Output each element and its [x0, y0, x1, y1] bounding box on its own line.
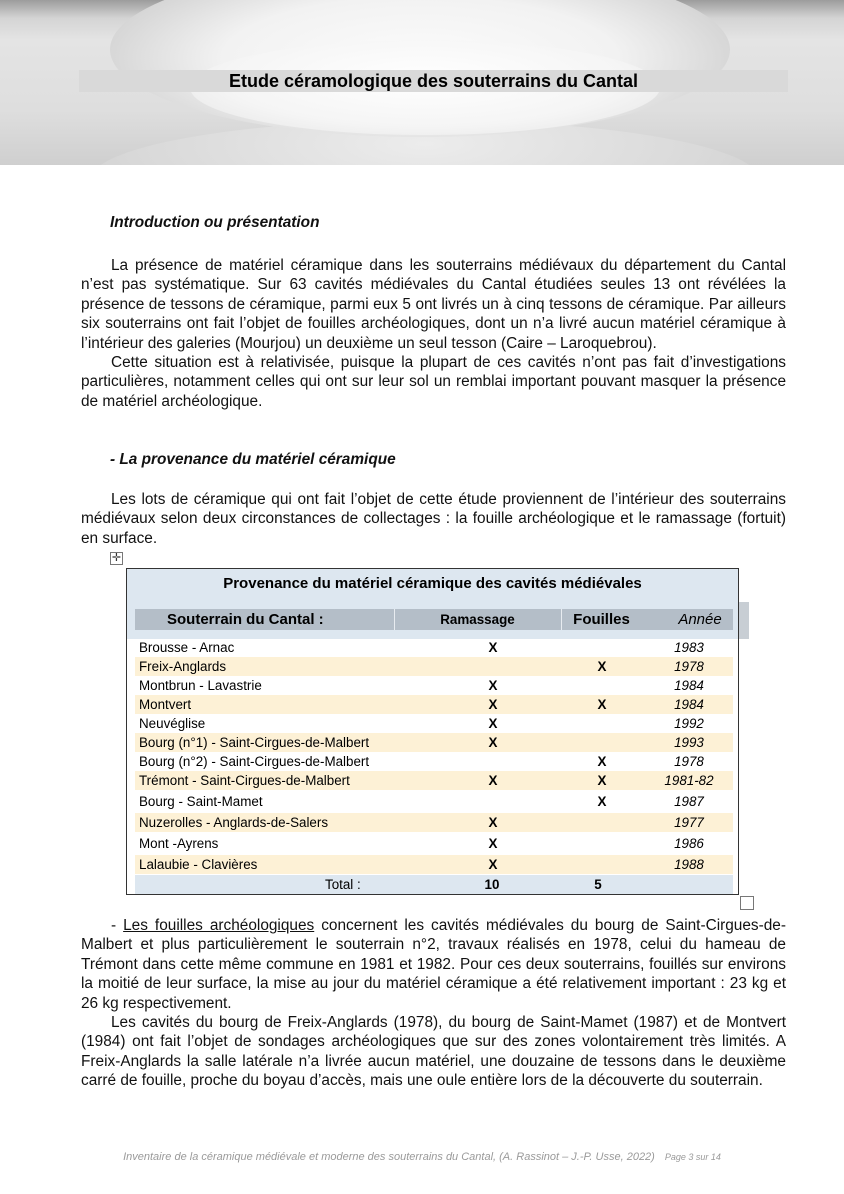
cell-annee: 1992 — [674, 716, 704, 731]
cell-fouilles: X — [597, 794, 607, 809]
cell-name: Bourg (n°1) - Saint-Cirgues-de-Malbert — [139, 735, 370, 750]
cell-name: Montvert — [139, 697, 192, 712]
table-row — [135, 657, 733, 676]
cell-annee: 1977 — [674, 815, 704, 830]
cell-ramassage: X — [488, 697, 498, 712]
cell-ramassage: X — [488, 735, 498, 750]
cell-name: Neuvéglise — [139, 716, 206, 731]
table-column-header — [135, 609, 733, 630]
cell-name: Freix-Anglards — [139, 659, 227, 674]
header-ramassage: Ramassage — [440, 612, 515, 627]
fouilles-paragraph-1-rest: concernent les cavités médiévales du bourg de Saint-Cirgues-de-Malbert et plus particulièrement le souterrain n°2, travaux réalisés en 1978, celui du hameau de Trémont dans cette même commune en 1981 et 1982. Pour ces deux souterrains, fouillés sur environs la moitié de leur surface, la mise au jour du matériel céramique a été relativement important : 23 kg et 26 kg respectivement. — [81, 917, 786, 1012]
page-footer — [0, 1150, 844, 1164]
cell-name: Lalaubie - Clavières — [139, 857, 258, 872]
table-row — [135, 771, 733, 790]
cell-name: Montbrun - Lavastrie — [139, 678, 262, 693]
cell-fouilles: X — [597, 697, 607, 712]
table-row — [135, 834, 733, 853]
cell-name: Bourg (n°2) - Saint-Cirgues-de-Malbert — [139, 754, 370, 769]
header-fouilles: Fouilles — [573, 611, 630, 628]
table-row — [135, 714, 733, 733]
provenance-heading: - La provenance du matériel céramique — [110, 451, 396, 468]
table-row — [135, 676, 733, 695]
cell-annee: 1978 — [674, 754, 704, 769]
fouilles-underlined-term: Les fouilles archéologiques — [123, 917, 315, 934]
cell-name: Brousse - Arnac — [139, 640, 235, 655]
cell-ramassage: X — [488, 640, 498, 655]
cell-fouilles: X — [597, 659, 607, 674]
fouilles-lead: - — [111, 917, 124, 934]
cell-fouilles: X — [597, 754, 607, 769]
table-row — [135, 733, 733, 752]
table-title: Provenance du matériel céramique des cavités médiévales — [223, 575, 642, 592]
table-row — [135, 752, 733, 771]
cell-annee: 1981-82 — [664, 773, 714, 788]
cell-annee: 1983 — [674, 640, 704, 655]
table-row — [135, 695, 733, 714]
table-total-row — [135, 875, 733, 894]
cell-annee: 1986 — [674, 836, 704, 851]
cell-name: Trémont - Saint-Cirgues-de-Malbert — [139, 773, 350, 788]
cell-fouilles: X — [597, 773, 607, 788]
fouilles-paragraph-2: Les cavités du bourg de Freix-Anglards (1978), du bourg de Saint-Mamet (1987) et de Montvert (1984) ont fait l’objet de sondages archéologiques que sur des zones volontairement très limités. A Freix-Anglards la salle latérale n’a livrée aucun matériel, une douzaine de tessons dans le deuxième carré de fouille, proche du boyau d’accès, mais une oule entière lors de la découverte du souterrain. — [81, 1014, 786, 1090]
total-label: Total : — [325, 877, 361, 892]
table-resize-handle-icon[interactable] — [740, 896, 754, 910]
cell-annee: 1984 — [674, 697, 704, 712]
cell-ramassage: X — [488, 716, 498, 731]
cell-ramassage: X — [488, 773, 498, 788]
footer-citation: Inventaire de la céramique médiévale et moderne des souterrains du Cantal, (A. Rassinot – J.-P. Usse, 2022) — [123, 1151, 655, 1163]
table-row — [135, 813, 733, 832]
cell-annee: 1978 — [674, 659, 704, 674]
header-annee: Année — [678, 611, 722, 628]
total-fouilles: 5 — [594, 877, 602, 892]
intro-text — [81, 256, 786, 411]
intro-paragraph-2: Cette situation est à relativisée, puisque la plupart de ces cavités n’ont pas fait d’investigations particulières, notamment celles qui ont sur leur sol un remblai important pouvant masquer la présence de matériel archéologique. — [81, 354, 786, 410]
provenance-text — [81, 490, 786, 548]
provenance-table — [126, 568, 739, 895]
intro-heading: Introduction ou présentation — [110, 214, 320, 231]
header-souterrain: Souterrain du Cantal : — [167, 611, 324, 628]
cell-ramassage: X — [488, 815, 498, 830]
table-row — [135, 638, 733, 657]
page-number: Page 3 sur 14 — [664, 1152, 721, 1162]
cell-name: Mont -Ayrens — [139, 836, 219, 851]
cell-ramassage: X — [488, 857, 498, 872]
table-move-handle-icon[interactable]: ✛ — [111, 552, 122, 564]
cell-annee: 1987 — [674, 794, 704, 809]
cell-annee: 1988 — [674, 857, 704, 872]
cell-name: Nuzerolles - Anglards-de-Salers — [139, 815, 329, 830]
intro-paragraph-1: La présence de matériel céramique dans les souterrains médiévaux du département du Cantal n’est pas systématique. Sur 63 cavités médiévales du Cantal étudiées seules 13 ont révélées la présence de tessons de céramique, parmi eux 5 ont livrés un à cinq tessons de céramique. Par ailleurs six souterrains ont fait l’objet de fouilles archéologiques, dont un n’a livré aucun matériel céramique à l’intérieur des galeries (Mourjou) un deuxième un seul tesson (Caire – Laroquebrou). — [81, 257, 786, 352]
fouilles-paragraph-1 — [81, 916, 786, 1013]
cell-ramassage: X — [488, 678, 498, 693]
table-row — [135, 855, 733, 874]
cell-annee: 1993 — [674, 735, 704, 750]
total-ramassage: 10 — [484, 877, 500, 892]
cell-name: Bourg - Saint-Mamet — [139, 794, 263, 809]
page-title: Etude céramologique des souterrains du Cantal — [79, 70, 788, 92]
cell-annee: 1984 — [674, 678, 704, 693]
cell-ramassage: X — [488, 836, 498, 851]
fouilles-text — [81, 916, 786, 1091]
table-row — [135, 792, 733, 811]
provenance-paragraph-1: Les lots de céramique qui ont fait l’objet de cette étude proviennent de l’intérieur des souterrains médiévaux selon deux circonstances de collectages : la fouille archéologique et le ramassage (fortuit) en surface. — [81, 491, 786, 547]
